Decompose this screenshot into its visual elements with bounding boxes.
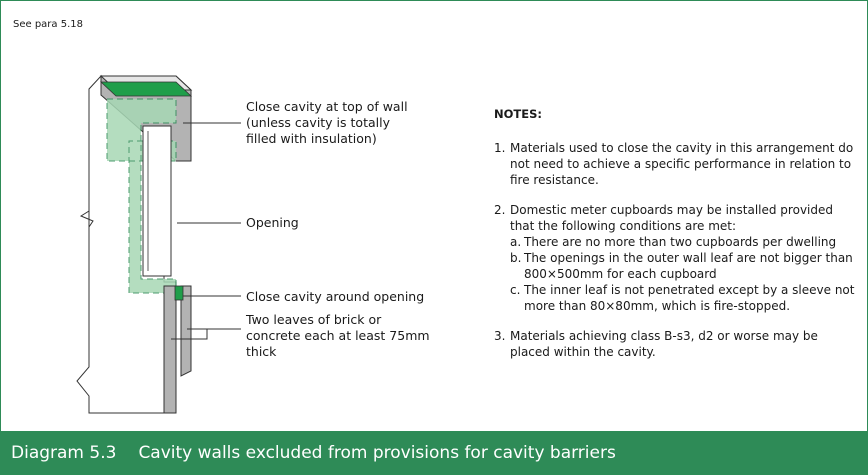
sub-text: The inner leaf is not penetrated except by a sleeve not more than 80×80mm, which is fire-stopped.	[524, 283, 855, 313]
notes-title: NOTES:	[494, 107, 542, 121]
sub-text: There are no more than two cupboards per dwelling	[524, 235, 837, 249]
sub-letter: c.	[510, 283, 521, 297]
sub-letter: b.	[510, 251, 522, 265]
opening	[143, 126, 171, 276]
cavity-wall-diagram	[1, 1, 481, 431]
caption-title: Cavity walls excluded from provisions for cavity barriers	[138, 442, 616, 463]
note-1	[494, 140, 859, 188]
caption-bar	[1, 431, 867, 474]
note-number: 1.	[494, 141, 506, 155]
note-3	[494, 328, 859, 360]
top-cavity-closer	[101, 82, 191, 96]
sub-letter: a.	[510, 235, 522, 249]
sub-item	[510, 234, 859, 250]
notes-panel	[494, 106, 859, 374]
callout-close-opening: Close cavity around opening	[246, 289, 425, 304]
caption-number: Diagram 5.3	[11, 442, 117, 463]
callout-opening: Opening	[246, 215, 299, 230]
note-2	[494, 202, 859, 314]
note-number: 3.	[494, 329, 506, 343]
note-number: 2.	[494, 203, 506, 217]
note-text: Materials achieving class B-s3, d2 or worse may be placed within the cavity.	[510, 329, 818, 359]
callout-two-leaves: Two leaves of brick or concrete each at least 75mm thick	[246, 312, 430, 359]
note-text: Domestic meter cupboards may be installed provided that the following conditions are met:	[510, 203, 833, 233]
note-body	[510, 202, 859, 314]
callout-close-top: Close cavity at top of wall (unless cavity is totally filled with insulation)	[246, 99, 408, 146]
sub-item	[510, 282, 859, 314]
sub-item	[510, 250, 859, 282]
inner-leaf-edge	[164, 286, 176, 413]
note-text: Materials used to close the cavity in this arrangement do not need to achieve a specific performance in relation to fire resistance.	[510, 141, 854, 187]
opening-cavity-closer	[175, 286, 183, 300]
para-reference: See para 5.18	[13, 19, 83, 30]
sub-text: The openings in the outer wall leaf are not bigger than 800×500mm for each cupboard	[524, 251, 853, 281]
